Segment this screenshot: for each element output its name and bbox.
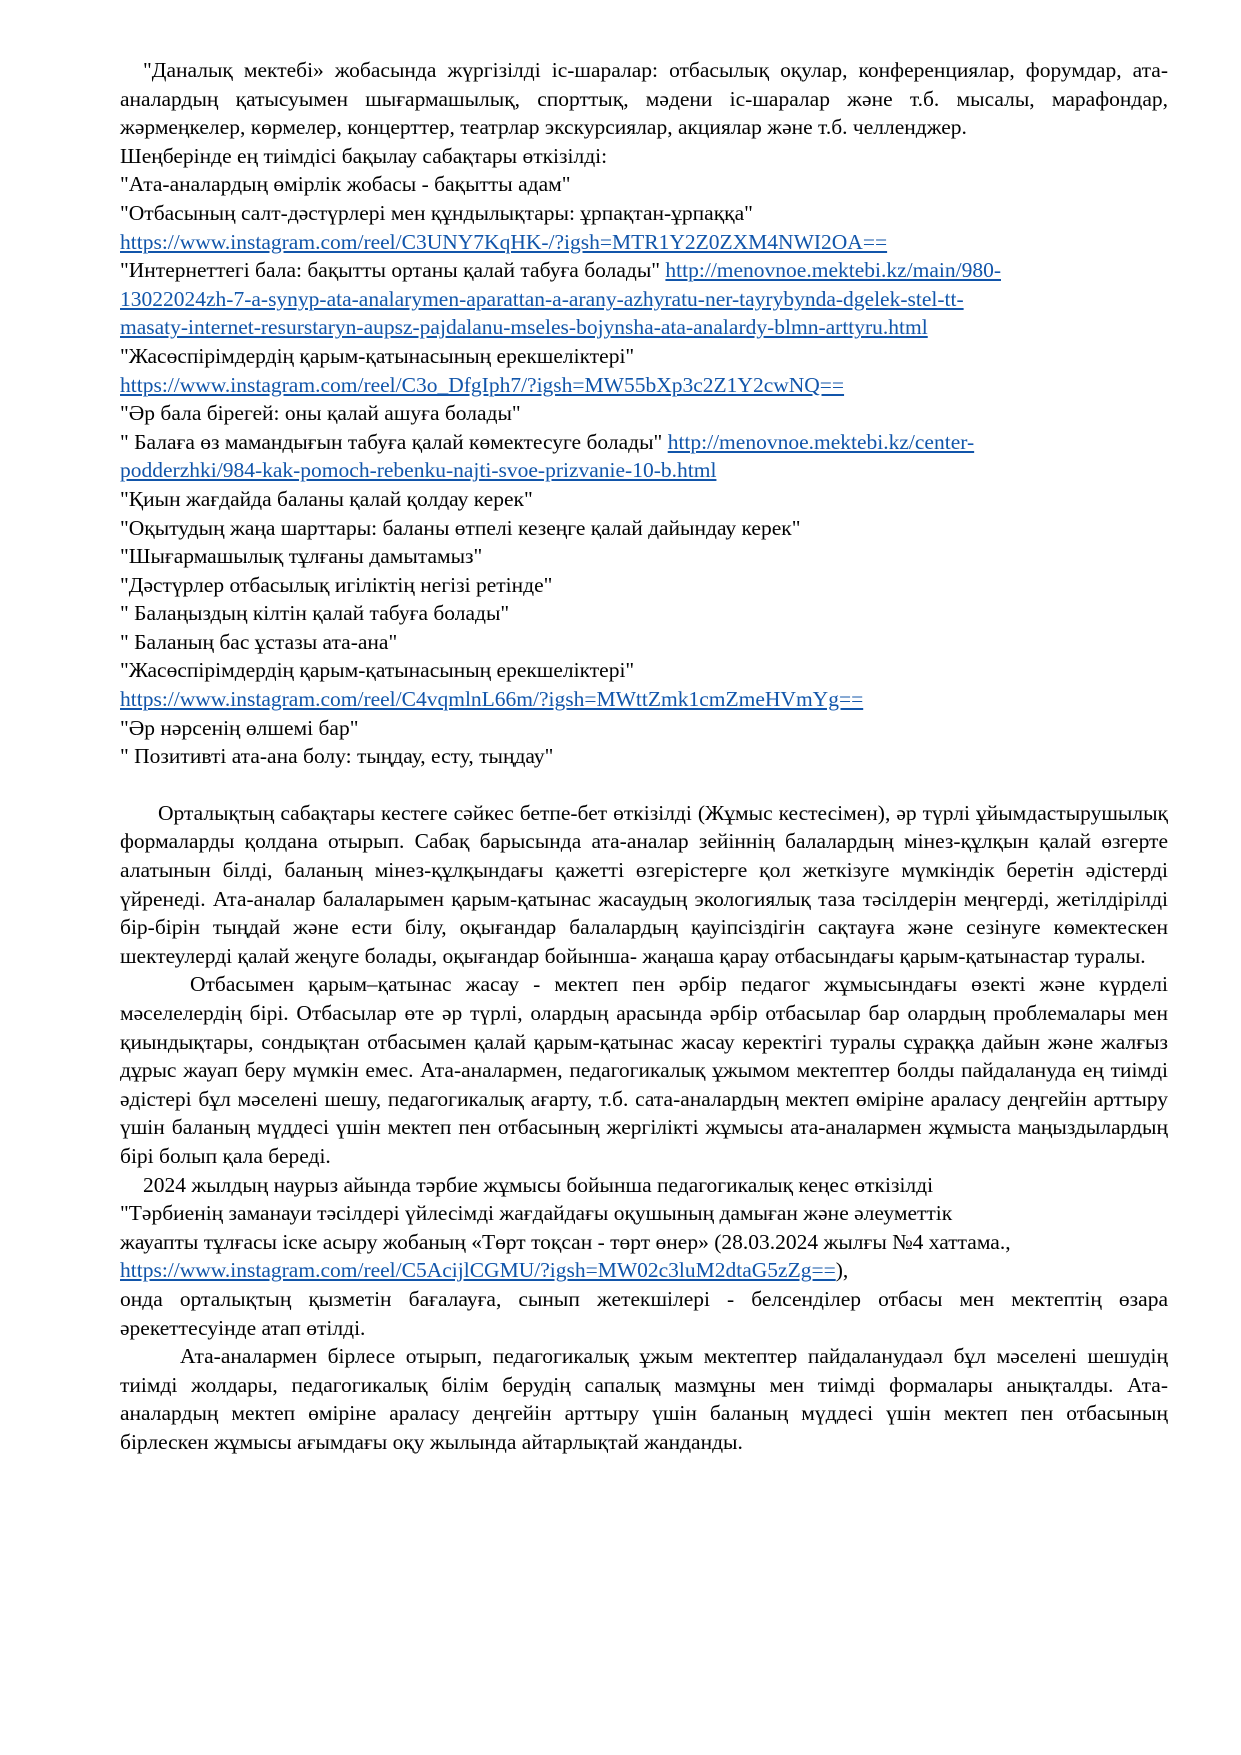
lesson-title: "Отбасының салт-дәстүрлері мен құндылықтары: ұрпақтан-ұрпаққа" bbox=[120, 200, 753, 225]
lesson-item bbox=[120, 256, 1168, 342]
lesson-title: "Шығармашылық тұлғаны дамытамыз" bbox=[120, 544, 483, 569]
body-paragraph-4: Ата-аналармен бірлесе отырып, педагогикалық ұжым мектептер пайдаланудаәл бұл мәселені шешудің тиімді жолдары, педагогикалық білім берудің сапалық мазмұны мен тиімді формалары анықталды. Ата-аналардың мектеп өміріне араласу деңгейін арттыру үшін баланың мүддесі үшін мектеп пен отбасының бірлескен жұмысы ағымдағы оқу жылында айтарлықтай жанданды. bbox=[120, 1344, 1168, 1454]
lesson-title: "Әр нәрсенің өлшемі бар" bbox=[120, 715, 359, 740]
lesson-title: " Баланың бас ұстазы ата-ана" bbox=[120, 629, 398, 654]
lesson-link[interactable]: http://menovnoe.mektebi.kz/main/980- 13022024zh-7-a-synyp-ata-analarymen-aparattan-a-arany-azhyratu-ner-tayrybynda-dgelek-stel-tt- masaty-internet-resurstaryn-aupsz-pajdalanu-mseles-bojynsha-ata-analardy-blmn-arttyru.html bbox=[120, 258, 1001, 340]
lesson-title: " Позитивті ата-ана болу: тыңдау, есту, тыңдау" bbox=[120, 744, 554, 769]
lesson-title: "Интернеттегі бала: бақытты ортаны қалай табуға болады" bbox=[120, 258, 661, 283]
document-page bbox=[120, 56, 1168, 1457]
body-paragraph-2: Отбасымен қарым–қатынас жасау - мектеп пен әрбір педагог жұмысындағы өзекті және күрделі мәселелердің бірі. Отбасылар өте әр түрлі, олардың арасында әрбір отбасылар бар олардың проблемалары мен қиындықтары, сондықтан отбасымен қалай қарым-қатынас жасау керектігі туралы сұраққа дайын және жалғыз дұрыс жауап беру мүмкін емес. Ата-аналармен, педагогикалық ұжымом мектептер болды пайдалануда ең тиімді әдістері бұл мәселені шешу, педагогикалық ағарту, т.б. сата-аналардың мектеп өміріне араласу деңгейін арттыру үшін баланың мүддесі үшін мектеп пен отбасының жергілікті жұмысы ата-аналармен жұмыста маңыздылардың бірі болып қала береді. bbox=[120, 972, 1168, 1168]
lessons-lead: Шеңберінде ең тиімдісі бақылау сабақтары өткізілді: bbox=[120, 143, 608, 168]
intro-paragraph: "Даналық мектебі» жобасында жүргізілді іс-шаралар: отбасылық оқулар, конференциялар, форумдар, ата-аналардың қатысуымен шығармашылық, спорттық, мәдени іс-шаралар және т.б. мысалы, марафондар, жәрмеңкелер, көрмелер, концерттер, театрлар экскурсиялар, акциялар және т.б. челленджер. bbox=[120, 58, 1168, 140]
lesson-title: "Қиын жағдайда баланы қалай қолдау керек" bbox=[120, 486, 533, 511]
lesson-title: "Ата-аналардың өмірлік жобасы - бақытты адам" bbox=[120, 172, 571, 197]
lesson-link[interactable]: http://menovnoe.mektebi.kz/center- podderzhki/984-kak-pomoch-rebenku-najti-svoe-prizvanie-10-b.html bbox=[120, 429, 975, 483]
council-block bbox=[120, 1171, 1168, 1343]
council-line: жауапты тұлғасы іске асыру жобаның «Төрт тоқсан - төрт өнер» (28.03.2024 жылғы №4 хаттама., bbox=[120, 1229, 1011, 1254]
lesson-title: "Жасөспірімдердің қарым-қатынасының ерекшеліктері" bbox=[120, 658, 635, 683]
lesson-title: "Дәстүрлер отбасылық игіліктің негізі ретінде" bbox=[120, 572, 553, 597]
lesson-item bbox=[120, 428, 1168, 485]
council-line: 2024 жылдың наурыз айында тәрбие жұмысы бойынша педагогикалық кеңес өткізілді bbox=[143, 1172, 934, 1197]
council-link-suffix: ), bbox=[835, 1258, 849, 1283]
lesson-title: "Жасөспірімдердің қарым-қатынасының ерекшеліктері" bbox=[120, 343, 635, 368]
lesson-link[interactable]: https://www.instagram.com/reel/C4vqmlnL66m/?igsh=MWttZmk1cmZmeHVmYg== bbox=[120, 687, 864, 712]
lesson-link[interactable]: https://www.instagram.com/reel/C3o_DfgIph7/?igsh=MW55bXp3c2Z1Y2cwNQ== bbox=[120, 372, 845, 397]
lessons-list bbox=[120, 170, 1168, 770]
lesson-link[interactable]: https://www.instagram.com/reel/C3UNY7KqHK-/?igsh=MTR1Y2Z0ZXM4NWI2OA== bbox=[120, 229, 888, 254]
paragraph-spacer bbox=[120, 771, 1168, 799]
lesson-title: "Оқытудың жаңа шарттары: баланы өтпелі кезеңге қалай дайындау керек" bbox=[120, 515, 801, 540]
lesson-title: "Әр бала бірегей: оны қалай ашуға болады" bbox=[120, 401, 521, 426]
council-link[interactable]: https://www.instagram.com/reel/C5AcijlCGMU/?igsh=MW02c3luM2dtaG5zZg== bbox=[120, 1258, 836, 1283]
body-paragraph-1: Орталықтың сабақтары кестеге сәйкес бетпе-бет өткізілді (Жұмыс кестесімен), әр түрлі ұйымдастырушылық формаларды қолдана отырып. Сабақ барысында ата-аналар зейіннің балалардың мінез-құлқын қалай өзгерте алатынын білді, баланың мінез-құлқындағы қажетті өзгерістерге қол жеткізуге мүмкіндік беретін әдістерді үйренеді. Ата-аналар балаларымен қарым-қатынас жасаудың экологиялық таза тәсілдерін меңгерді, жетілдірілді бір-бірін тыңдай және ести білу, оқығандар балалардың қауіпсіздігін сақтауға және сезінуге көмектескен шектеулерді қалай жеңуге болады, оқығандар бойынша- жаңаша қарау отбасындағы қарым-қатынастар туралы. bbox=[120, 800, 1168, 968]
lesson-title: " Балаңыздың кілтін қалай табуға болады" bbox=[120, 601, 510, 626]
council-line: "Тәрбиенің заманауи тәсілдері үйлесімді жағдайдағы оқушының дамыған және әлеуметтік bbox=[120, 1201, 953, 1226]
lesson-title: " Балаға өз мамандығын табуға қалай көмектесуге болады" bbox=[120, 429, 663, 454]
council-tail: онда орталықтың қызметін бағалауға, сынып жетекшілері - белсенділер отбасы мен мектептің өзара әрекеттесуінде атап өтілді. bbox=[120, 1286, 1168, 1340]
